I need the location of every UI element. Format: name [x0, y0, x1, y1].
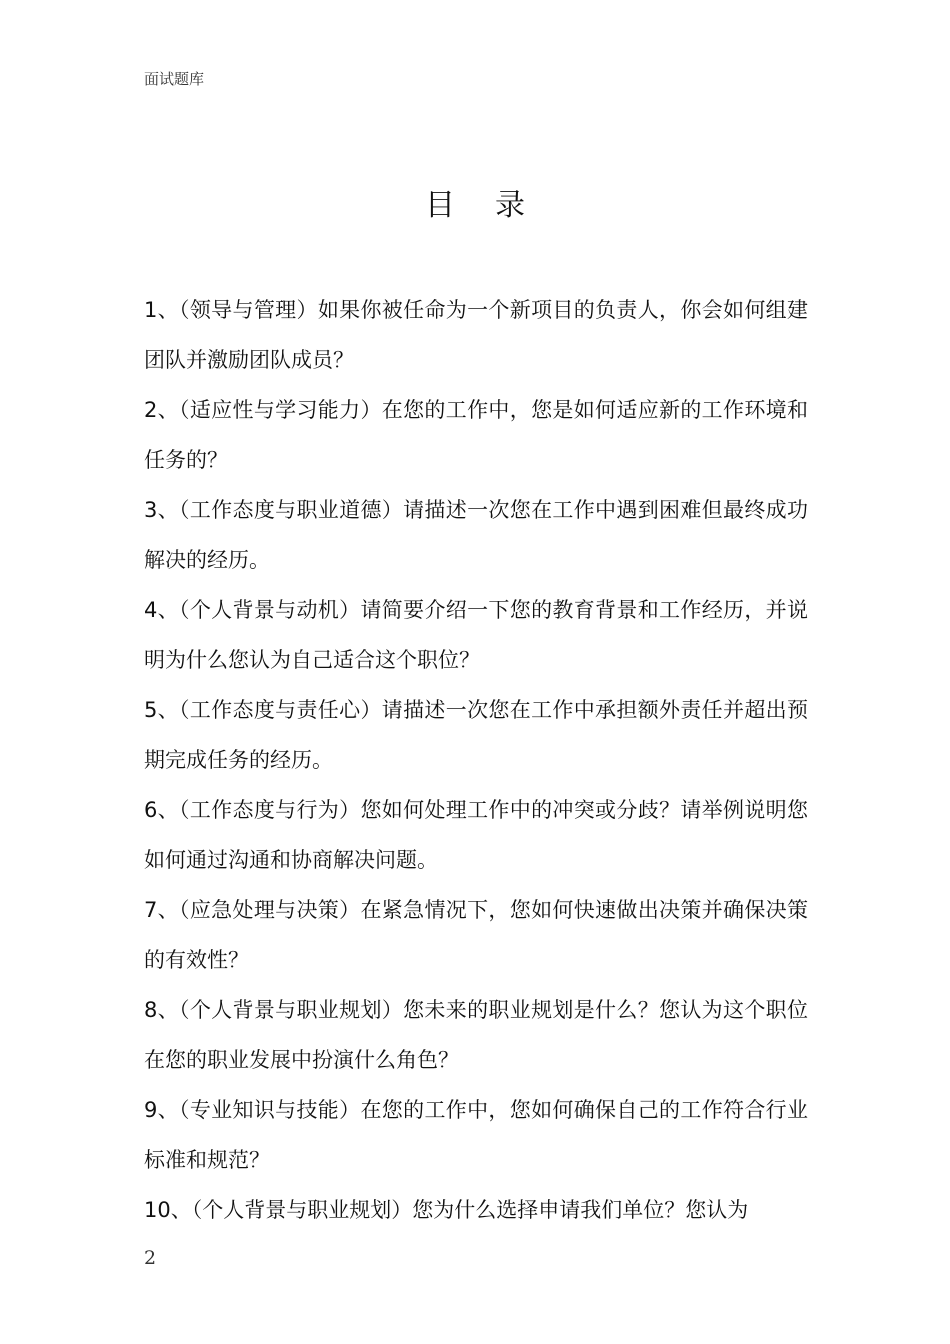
toc-item-category: （领导与管理）	[179, 298, 318, 322]
toc-item[interactable]	[144, 685, 808, 785]
toc-item[interactable]	[144, 1185, 808, 1235]
page-title: 目录	[425, 188, 565, 223]
toc-item-question: 如果你被任命为一个新项目的负责人，你会如何组建团队并激励团队成员？	[144, 298, 808, 372]
toc-item-question: 在您的工作中，您如何确保自己的工作符合行业标准和规范？	[144, 1098, 808, 1172]
toc-item-category: （个人背景与动机）	[179, 598, 361, 622]
toc-item-number: 8、	[144, 998, 180, 1022]
toc-item-category: （工作态度与职业道德）	[179, 498, 404, 522]
toc-item-category: （适应性与学习能力）	[179, 398, 382, 422]
toc-item-number: 3、	[144, 498, 180, 522]
toc-item-question: 请简要介绍一下您的教育背景和工作经历，并说明为什么您认为自己适合这个职位？	[144, 598, 808, 672]
toc-item-question: 您如何处理工作中的冲突或分歧？请举例说明您如何通过沟通和协商解决问题。	[144, 798, 808, 872]
toc-item-question: 您未来的职业规划是什么？您认为这个职位在您的职业发展中扮演什么角色？	[144, 998, 808, 1072]
toc-item-category: （工作态度与行为）	[179, 798, 361, 822]
toc-item[interactable]	[144, 385, 808, 485]
toc-item[interactable]	[144, 885, 808, 985]
toc-item-number: 10、	[144, 1198, 192, 1222]
toc-item-question: 您为什么选择申请我们单位？您认为	[412, 1198, 749, 1222]
toc-item[interactable]	[144, 1085, 808, 1185]
toc-item-question: 请描述一次您在工作中遇到困难但最终成功解决的经历。	[144, 498, 808, 572]
page-number: 2	[144, 1247, 157, 1269]
table-of-contents	[144, 285, 808, 1235]
toc-item-category: （个人背景与职业规划）	[179, 998, 404, 1022]
toc-item-category: （工作态度与责任心）	[179, 698, 382, 722]
toc-item-number: 5、	[144, 698, 180, 722]
toc-item-number: 6、	[144, 798, 180, 822]
toc-item-category: （应急处理与决策）	[179, 898, 361, 922]
toc-item-number: 7、	[144, 898, 180, 922]
toc-item-question: 请描述一次您在工作中承担额外责任并超出预期完成任务的经历。	[144, 698, 808, 772]
toc-item-question: 在您的工作中，您是如何适应新的工作环境和任务的？	[144, 398, 808, 472]
toc-item-question: 在紧急情况下，您如何快速做出决策并确保决策的有效性？	[144, 898, 808, 972]
toc-item-number: 2、	[144, 398, 180, 422]
toc-item-category: （个人背景与职业规划）	[191, 1198, 413, 1222]
toc-item[interactable]	[144, 785, 808, 885]
page-header: 面试题库	[144, 70, 205, 88]
toc-item[interactable]	[144, 485, 808, 585]
toc-item[interactable]	[144, 285, 808, 385]
toc-item-number: 9、	[144, 1098, 180, 1122]
toc-item-number: 1、	[144, 298, 180, 322]
toc-item[interactable]	[144, 985, 808, 1085]
toc-item-number: 4、	[144, 598, 180, 622]
toc-item-category: （专业知识与技能）	[179, 1098, 361, 1122]
toc-item[interactable]	[144, 585, 808, 685]
